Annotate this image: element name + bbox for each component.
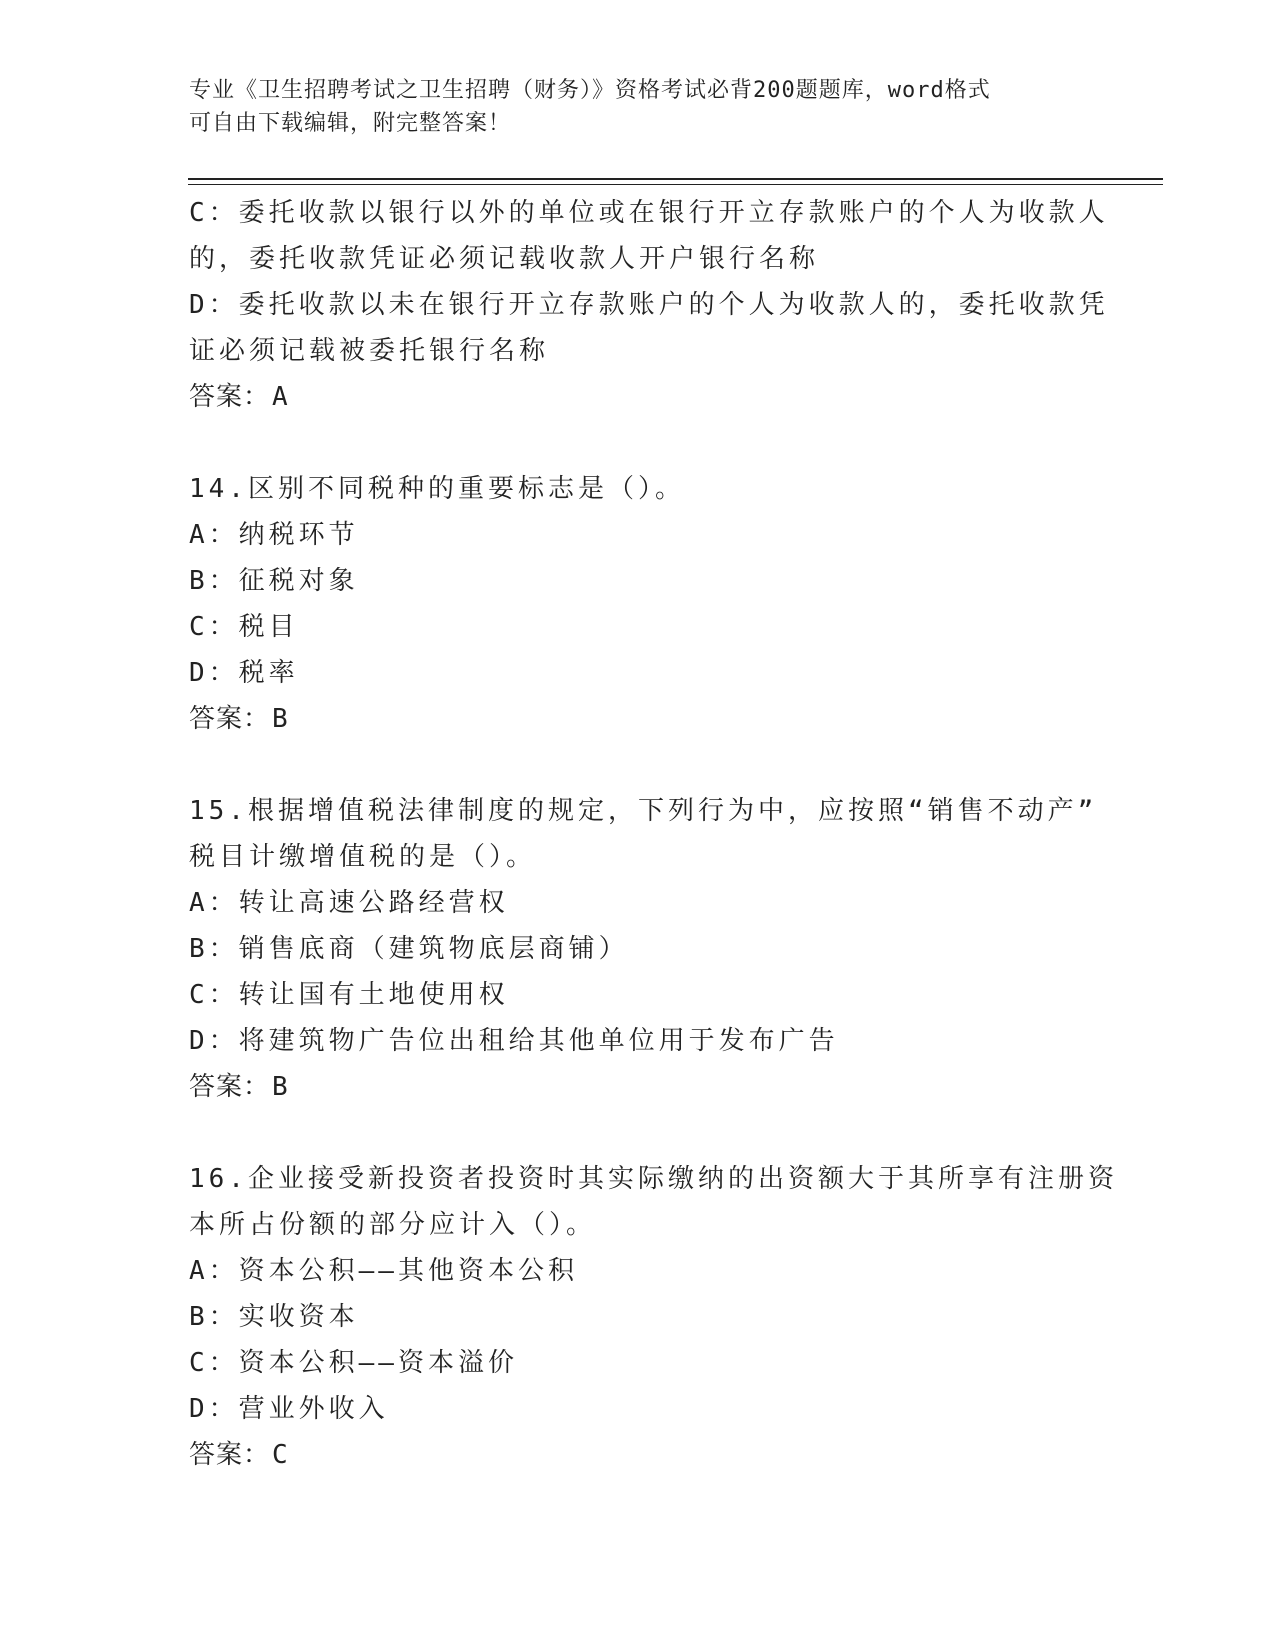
question-stem-line-1: 15.根据增值税法律制度的规定，下列行为中，应按照“销售不动产” xyxy=(189,796,1098,826)
option-d: D：将建筑物广告位出租给其他单位用于发布广告 xyxy=(189,1026,839,1056)
question-15 xyxy=(189,788,1098,1110)
answer-label: 答案： xyxy=(189,704,271,734)
spacer xyxy=(189,420,1089,466)
answer-value: B xyxy=(272,1072,289,1102)
option-a: A：转让高速公路经营权 xyxy=(189,888,509,918)
question-14 xyxy=(189,466,1089,742)
header-divider-thin xyxy=(188,184,1163,185)
option-d: D：税率 xyxy=(189,658,299,688)
question-16 xyxy=(189,1156,1118,1478)
question-13-tail xyxy=(189,190,1109,420)
option-c: C：资本公积——资本溢价 xyxy=(189,1348,518,1378)
answer-value: B xyxy=(272,704,289,734)
option-b: B：征税对象 xyxy=(189,566,359,596)
document-header xyxy=(189,74,1069,140)
option-c: C：税目 xyxy=(189,612,299,642)
option-d: D：营业外收入 xyxy=(189,1394,389,1424)
answer-label: 答案： xyxy=(189,1440,271,1470)
answer-label: 答案： xyxy=(189,1072,271,1102)
header-divider-thick xyxy=(188,178,1163,180)
option-b: B：实收资本 xyxy=(189,1302,359,1332)
option-a: A：纳税环节 xyxy=(189,520,359,550)
spacer xyxy=(189,1110,1089,1156)
header-title-line-2: 可自由下载编辑，附完整答案！ xyxy=(189,111,512,136)
header-title-line-1: 专业《卫生招聘考试之卫生招聘（财务）》资格考试必背200题题库，word格式 xyxy=(189,78,991,103)
option-d-line-2: 证必须记载被委托银行名称 xyxy=(189,336,550,366)
option-a: A：资本公积——其他资本公积 xyxy=(189,1256,578,1286)
option-d-line-1: D：委托收款以未在银行开立存款账户的个人为收款人的，委托收款凭 xyxy=(189,290,1109,320)
answer-line xyxy=(189,1064,1089,1110)
question-stem-line-2: 税目计缴增值税的是（）。 xyxy=(189,842,537,872)
answer-line xyxy=(189,374,1089,420)
option-b: B：销售底商（建筑物底层商铺） xyxy=(189,934,629,964)
option-c-line-1: C：委托收款以银行以外的单位或在银行开立存款账户的个人为收款人 xyxy=(189,198,1109,228)
answer-label: 答案： xyxy=(189,382,271,412)
answer-line xyxy=(189,696,1089,742)
option-c: C：转让国有土地使用权 xyxy=(189,980,509,1010)
answer-value: C xyxy=(272,1440,289,1470)
option-c-line-2: 的，委托收款凭证必须记载收款人开户银行名称 xyxy=(189,244,820,274)
question-stem-line-1: 16.企业接受新投资者投资时其实际缴纳的出资额大于其所享有注册资 xyxy=(189,1164,1118,1194)
question-stem: 14.区别不同税种的重要标志是（）。 xyxy=(189,474,685,504)
question-stem-line-2: 本所占份额的部分应计入（）。 xyxy=(189,1210,597,1240)
answer-line xyxy=(189,1432,1089,1478)
answer-value: A xyxy=(272,382,289,412)
question-list xyxy=(189,190,1118,1478)
spacer xyxy=(189,742,1089,788)
